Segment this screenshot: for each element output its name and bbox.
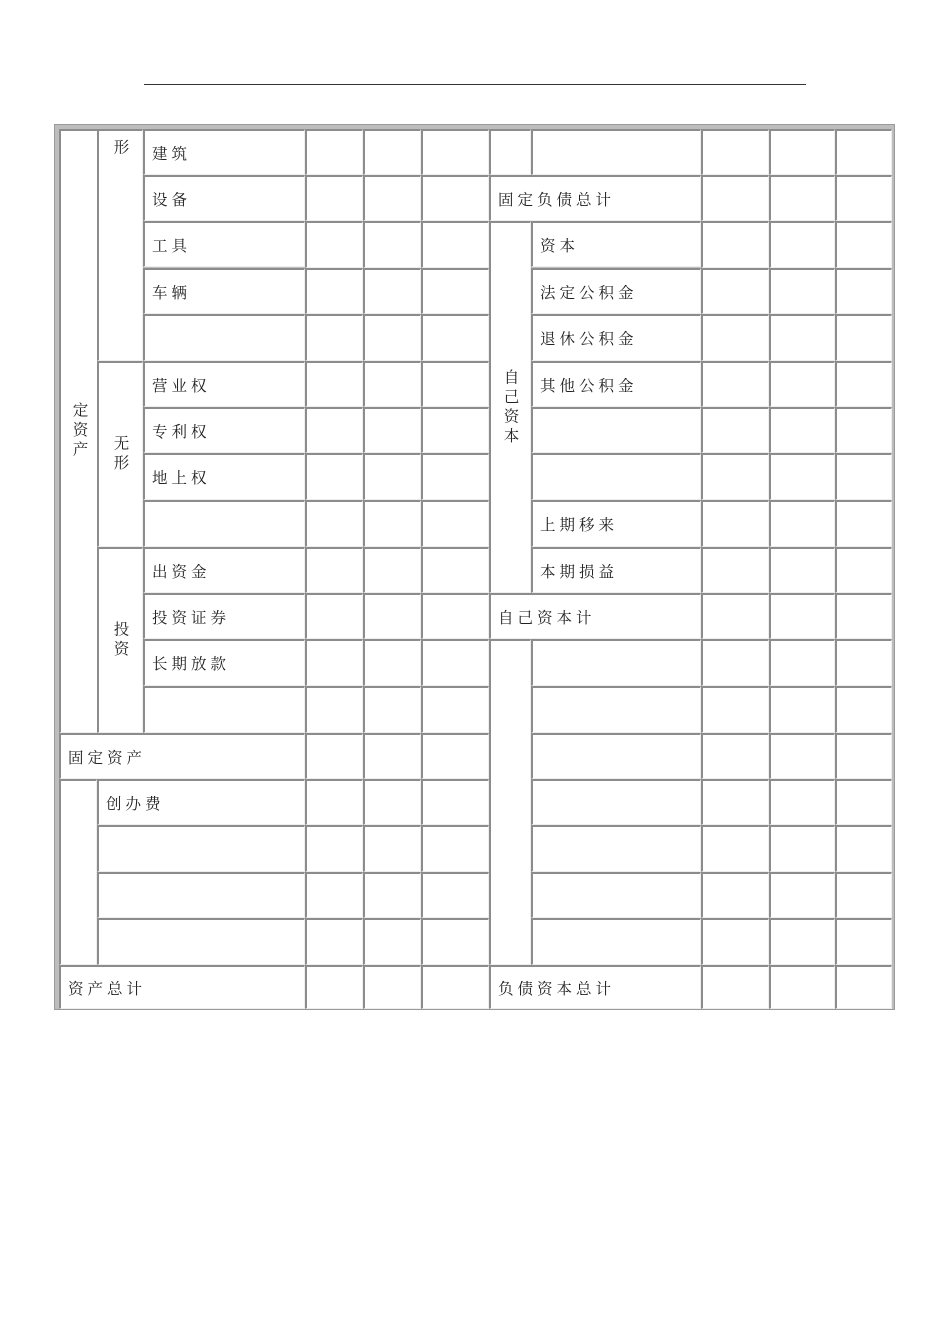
asset-value-cell <box>363 407 421 453</box>
asset-value-cell <box>305 779 363 825</box>
tangible-group-label: 形 <box>97 129 143 361</box>
equity-item-label: 上期移来 <box>531 500 701 547</box>
asset-item-label: 专利权 <box>143 407 305 453</box>
liability-value-cell <box>769 733 835 779</box>
asset-value-cell <box>421 825 489 872</box>
liability-item-label-blank <box>531 872 701 918</box>
liability-value-cell <box>835 221 892 268</box>
asset-value-cell <box>305 268 363 314</box>
asset-value-cell <box>363 500 421 547</box>
liability-value-cell <box>835 500 892 547</box>
liability-value-cell <box>769 221 835 268</box>
liability-value-cell <box>701 825 769 872</box>
liability-value-cell <box>701 129 769 175</box>
liability-value-cell <box>769 547 835 593</box>
liability-value-cell <box>769 453 835 500</box>
asset-value-cell <box>421 314 489 361</box>
asset-value-cell <box>305 407 363 453</box>
asset-value-cell <box>421 268 489 314</box>
asset-item-label-blank <box>97 825 305 872</box>
asset-value-cell <box>363 221 421 268</box>
asset-value-cell <box>363 314 421 361</box>
asset-value-cell <box>421 733 489 779</box>
liability-value-cell <box>701 733 769 779</box>
investment-group-label: 投资 <box>97 547 143 733</box>
asset-value-cell <box>305 361 363 407</box>
liability-value-cell <box>769 686 835 733</box>
asset-value-cell <box>363 918 421 965</box>
asset-value-cell <box>421 918 489 965</box>
liability-value-cell <box>701 965 769 1009</box>
asset-value-cell <box>305 686 363 733</box>
asset-value-cell <box>421 129 489 175</box>
asset-value-cell <box>305 918 363 965</box>
asset-value-cell <box>363 129 421 175</box>
asset-item-label: 工具 <box>143 221 305 267</box>
liability-value-cell <box>769 314 835 361</box>
liability-value-cell <box>701 547 769 593</box>
equity-item-label: 资本 <box>531 221 701 267</box>
asset-value-cell <box>363 547 421 593</box>
assets-grand-total-label: 资产总计 <box>59 965 305 1009</box>
asset-value-cell <box>305 872 363 918</box>
equity-total-label: 自己资本计 <box>489 593 701 639</box>
asset-value-cell <box>363 825 421 872</box>
liability-value-cell <box>701 639 769 686</box>
asset-value-cell <box>305 639 363 686</box>
asset-value-cell <box>421 779 489 825</box>
liability-value-cell <box>701 314 769 361</box>
liability-value-cell <box>701 175 769 221</box>
asset-item-label: 创办费 <box>97 779 305 825</box>
asset-value-cell <box>421 547 489 593</box>
asset-value-cell <box>363 593 421 639</box>
liability-value-cell <box>769 825 835 872</box>
equity-item-label: 其他公积金 <box>531 361 701 407</box>
asset-value-cell <box>363 686 421 733</box>
liability-value-cell <box>835 407 892 453</box>
liability-value-cell <box>835 639 892 686</box>
asset-item-label: 营业权 <box>143 361 305 407</box>
liability-value-cell <box>769 639 835 686</box>
equity-group-label: 自己资本 <box>489 221 531 593</box>
asset-value-cell <box>305 733 363 779</box>
liability-item-label-blank <box>531 733 701 779</box>
liability-value-cell <box>835 965 892 1009</box>
fixed-liabilities-total-label: 固定负债总计 <box>489 175 701 221</box>
liability-item-label-blank <box>531 686 701 733</box>
liability-value-cell <box>835 547 892 593</box>
liability-value-cell <box>835 779 892 825</box>
equity-item-label <box>531 407 701 453</box>
liability-value-cell <box>835 361 892 407</box>
asset-value-cell <box>421 361 489 407</box>
asset-value-cell <box>363 779 421 825</box>
liability-item-label-blank <box>531 639 701 686</box>
liability-value-cell <box>769 361 835 407</box>
asset-value-cell <box>421 221 489 268</box>
fixed-assets-total-label: 固定资产 <box>59 733 305 779</box>
header-rule <box>144 84 806 85</box>
asset-item-label: 建筑 <box>143 129 305 175</box>
liability-value-cell <box>769 175 835 221</box>
intangible-group-label: 无形 <box>97 361 143 547</box>
fixed-assets-group-label: 定资产 <box>59 129 99 733</box>
liability-value-cell <box>835 733 892 779</box>
liability-value-cell <box>769 872 835 918</box>
asset-value-cell <box>421 639 489 686</box>
liability-value-cell <box>769 129 835 175</box>
liability-value-cell <box>701 872 769 918</box>
asset-value-cell <box>363 965 421 1009</box>
equity-item-label <box>531 453 701 500</box>
liability-value-cell <box>701 221 769 268</box>
asset-item-label: 设备 <box>143 175 305 221</box>
liability-value-cell <box>701 453 769 500</box>
liability-item-label-blank <box>531 918 701 965</box>
asset-value-cell <box>305 593 363 639</box>
asset-item-label: 地上权 <box>143 453 305 500</box>
liability-value-cell <box>835 314 892 361</box>
liability-value-cell <box>835 593 892 639</box>
asset-value-cell <box>421 407 489 453</box>
asset-value-cell <box>305 547 363 593</box>
liability-value-cell <box>769 268 835 314</box>
liability-value-cell <box>835 175 892 221</box>
asset-value-cell <box>305 965 363 1009</box>
asset-value-cell <box>363 872 421 918</box>
liability-item-label-blank <box>531 825 701 872</box>
asset-value-cell <box>421 686 489 733</box>
liability-value-cell <box>701 407 769 453</box>
asset-item-label-blank <box>143 314 305 361</box>
asset-value-cell <box>363 361 421 407</box>
liability-top-blank <box>489 129 531 175</box>
liability-value-cell <box>835 825 892 872</box>
liability-value-cell <box>701 686 769 733</box>
balance-sheet-table <box>54 124 895 1010</box>
liability-value-cell <box>769 779 835 825</box>
liability-value-cell <box>769 918 835 965</box>
asset-value-cell <box>363 733 421 779</box>
asset-value-cell <box>305 500 363 547</box>
liability-value-cell <box>769 965 835 1009</box>
liability-value-cell <box>701 361 769 407</box>
asset-value-cell <box>421 872 489 918</box>
asset-item-label: 投资证券 <box>143 593 305 639</box>
liability-value-cell <box>835 129 892 175</box>
asset-item-label: 长期放款 <box>143 639 305 686</box>
equity-item-label: 本期损益 <box>531 547 701 593</box>
asset-value-cell <box>305 175 363 221</box>
equity-item-label: 法定公积金 <box>531 268 701 314</box>
asset-value-cell <box>305 314 363 361</box>
asset-item-label-blank <box>97 918 305 965</box>
asset-item-label-blank <box>143 686 305 733</box>
liability-value-cell <box>769 593 835 639</box>
asset-item-label-blank <box>143 500 305 547</box>
asset-value-cell <box>363 639 421 686</box>
asset-value-cell <box>421 175 489 221</box>
liability-value-cell <box>835 268 892 314</box>
asset-value-cell <box>305 825 363 872</box>
liability-value-cell <box>769 500 835 547</box>
equity-item-label: 退休公积金 <box>531 314 701 361</box>
asset-value-cell <box>363 453 421 500</box>
asset-value-cell <box>305 221 363 268</box>
liability-value-cell <box>835 918 892 965</box>
asset-value-cell <box>421 965 489 1009</box>
other-assets-group-label <box>59 779 97 965</box>
liability-item-label-blank <box>531 779 701 825</box>
liabilities-grand-total-label: 负债资本总计 <box>489 965 701 1009</box>
liability-value-cell <box>701 779 769 825</box>
asset-value-cell <box>363 175 421 221</box>
liability-value-cell <box>701 268 769 314</box>
asset-item-label: 车辆 <box>143 268 305 314</box>
asset-value-cell <box>305 453 363 500</box>
asset-item-label-blank <box>97 872 305 918</box>
asset-item-label: 出资金 <box>143 547 305 593</box>
asset-value-cell <box>363 268 421 314</box>
liability-value-cell <box>835 686 892 733</box>
liability-value-cell <box>701 500 769 547</box>
liability-value-cell <box>835 453 892 500</box>
liability-value-cell <box>769 407 835 453</box>
liability-value-cell <box>835 872 892 918</box>
asset-value-cell <box>421 453 489 500</box>
liability-item-label-blank <box>531 129 701 175</box>
asset-value-cell <box>421 593 489 639</box>
asset-value-cell <box>421 500 489 547</box>
liability-value-cell <box>701 918 769 965</box>
asset-value-cell <box>305 129 363 175</box>
liability-lower-group-blank <box>489 639 531 965</box>
liability-value-cell <box>701 593 769 639</box>
